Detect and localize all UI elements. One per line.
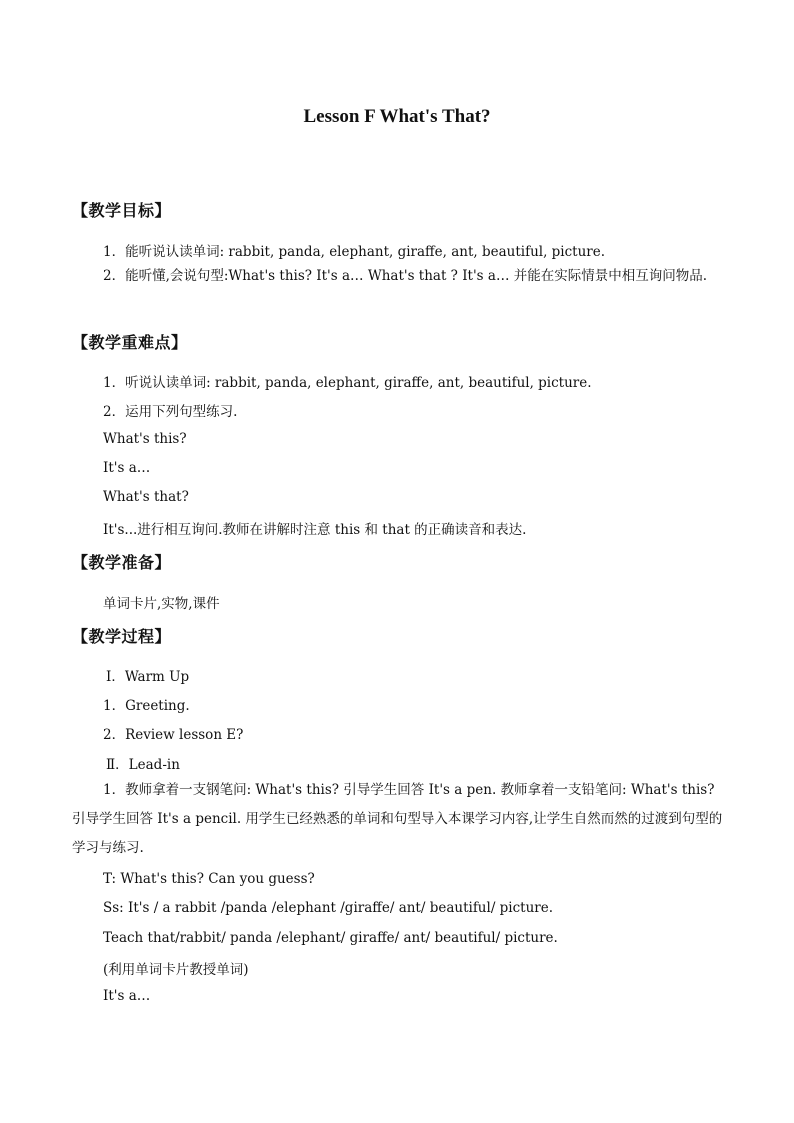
heading-key-points: 【教学重难点】: [72, 333, 188, 352]
heading-process: 【教学过程】: [72, 627, 172, 646]
key-points-item-3: What's this?: [103, 431, 187, 447]
key-points-item-5: What's that?: [103, 489, 189, 505]
process-item-6: T: What's this? Can you guess?: [103, 871, 315, 887]
goals-item-2: 2．能听懂,会说句型:What's this? It's a… What's that ? It's a… 并能在实际情景中相互询问物品.: [103, 268, 708, 284]
process-item-2: 1．Greeting.: [103, 698, 190, 714]
preparation-item-1: 单词卡片,实物,课件: [103, 596, 220, 612]
process-item-3: 2．Review lesson E?: [103, 727, 244, 743]
process-item-10: It's a…: [103, 988, 151, 1004]
key-points-item-6: It's...进行相互询问.教师在讲解时注意 this 和 that 的正确读音和表达.: [103, 522, 527, 538]
heading-preparation: 【教学准备】: [72, 553, 172, 572]
key-points-item-2: 2．运用下列句型练习.: [103, 404, 238, 420]
process-item-8: Teach that/rabbit/ panda /elephant/ giraffe/ ant/ beautiful/ picture.: [103, 930, 558, 946]
process-item-7: Ss: It's / a rabbit /panda /elephant /giraffe/ ant/ beautiful/ picture.: [103, 900, 554, 916]
process-item-4: Ⅱ．Lead-in: [106, 757, 180, 773]
process-item-5: 1．教师拿着一支钢笔问: What's this? 引导学生回答 It's a pen. 教师拿着一支铅笔问: What's this? 引导学生回答 It's a pencil. 用学生已经熟悉的单词和句型导入本课学习内容,让学生自然而然的过渡到句型的学习与练习.: [72, 782, 723, 856]
key-points-item-1: 1．听说认读单词: rabbit, panda, elephant, giraffe, ant, beautiful, picture.: [103, 375, 592, 391]
page-title: Lesson F What's That?: [303, 106, 491, 127]
goals-item-1: 1．能听说认读单词: rabbit, panda, elephant, giraffe, ant, beautiful, picture.: [103, 244, 606, 260]
key-points-item-4: It's a…: [103, 460, 151, 476]
heading-goals: 【教学目标】: [72, 201, 172, 220]
process-item-9: (利用单词卡片教授单词): [103, 962, 249, 978]
process-item-1: Ⅰ．Warm Up: [106, 669, 190, 685]
